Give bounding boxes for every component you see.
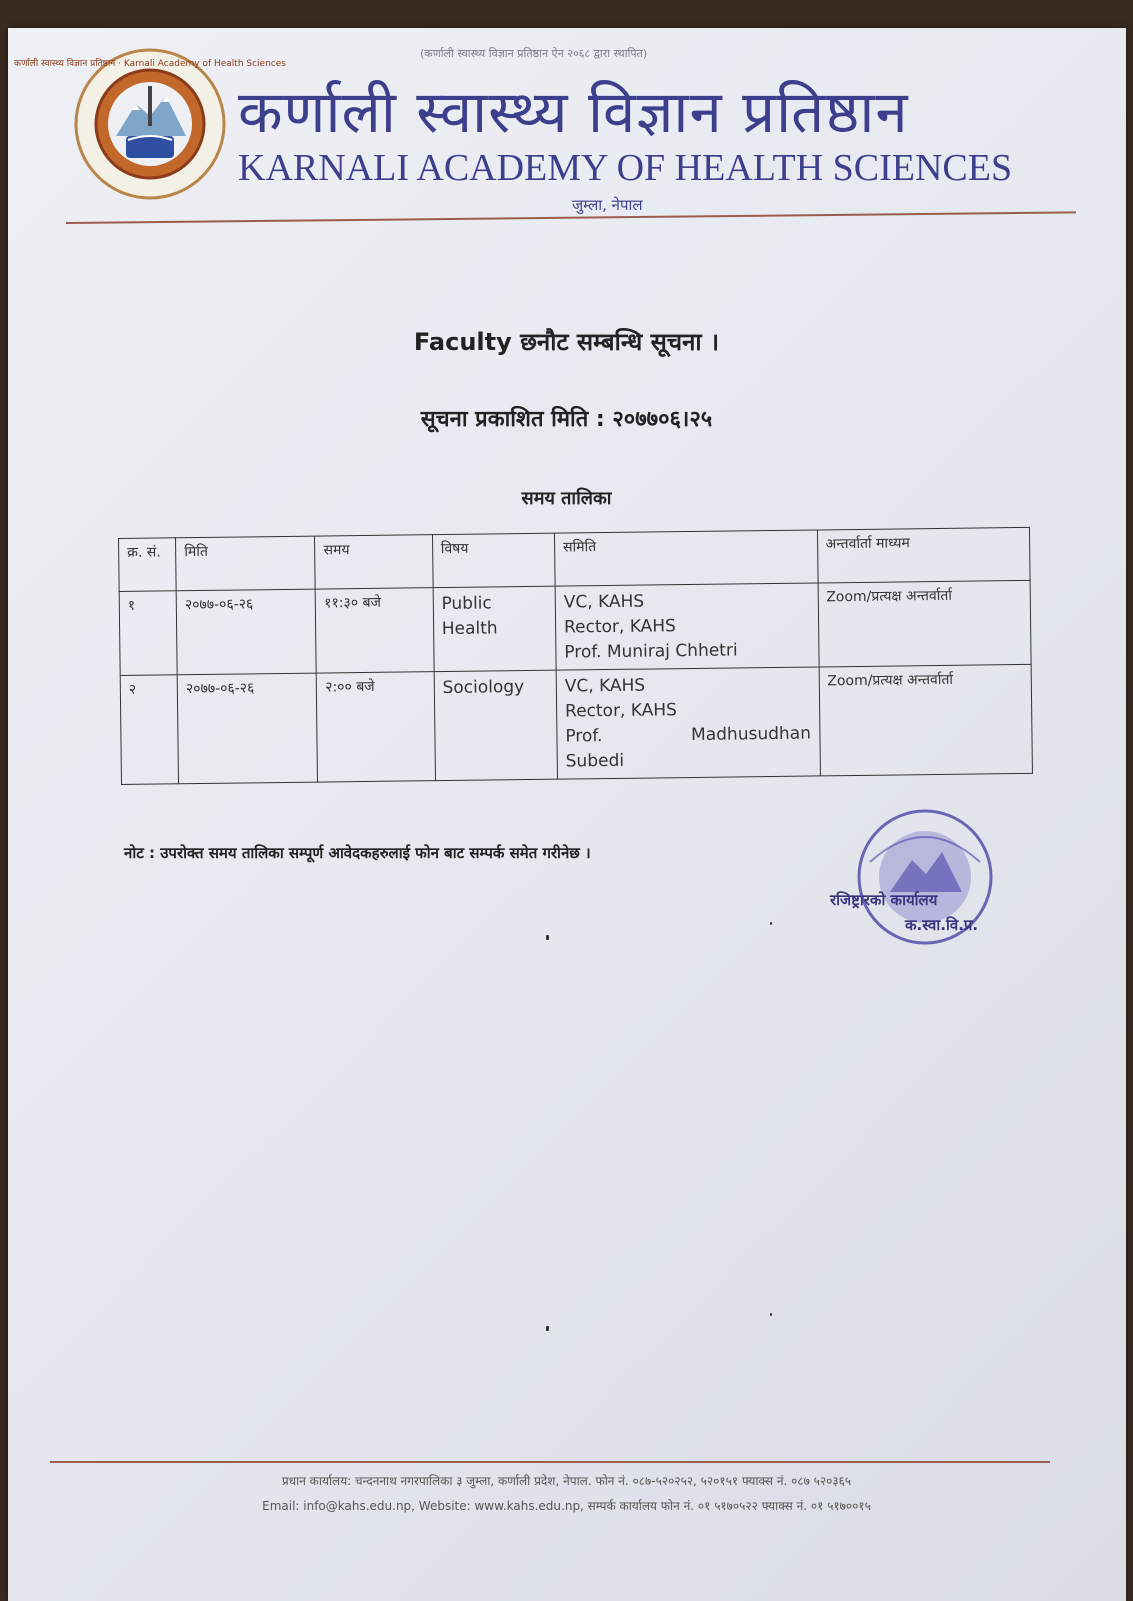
logo-ring-text: कर्णाली स्वास्थ्य विज्ञान प्रतिष्ठान · Karnali Academy of Health Sciences	[14, 59, 286, 69]
committee-member: Subedi	[565, 750, 625, 772]
committee-member	[565, 722, 811, 750]
header-sn: क्र. सं.	[119, 538, 177, 592]
established-note: (कर्णाली स्वास्थ्य विज्ञान प्रतिष्ठान ऐन २०६८ द्वारा स्थापित)	[420, 47, 648, 60]
footer-divider	[50, 1461, 1050, 1463]
cell-mode: Zoom/प्रत्यक्ष अन्तर्वार्ता	[818, 580, 1032, 667]
institution-name-english: KARNALI ACADEMY OF HEALTH SCIENCES	[238, 147, 1013, 189]
header-date: मिति	[176, 536, 316, 591]
header-committee: समिति	[554, 530, 817, 586]
institution-name-nepali: कर्णाली स्वास्थ्य विज्ञान प्रतिष्ठान	[238, 78, 909, 146]
committee-member: VC, KAHS	[563, 591, 645, 613]
header-subject: विषय	[432, 533, 555, 587]
scan-speck	[546, 1326, 549, 1331]
cell-subject	[434, 670, 558, 780]
scan-speck	[770, 1313, 772, 1316]
cell-mode: Zoom/प्रत्यक्ष अन्तर्वार्ता	[819, 664, 1033, 776]
committee-member: Rector, KAHS	[563, 616, 676, 638]
org-abbreviation: क.स्वा.वि.प्र.	[905, 916, 979, 934]
header-mode: अन्तर्वार्ता माध्यम	[817, 527, 1030, 583]
cell-sn: १	[119, 591, 177, 676]
cell-committee	[555, 583, 819, 670]
subject-line: Public	[441, 593, 492, 615]
subject-line: Sociology	[442, 677, 525, 699]
committee-member-title: Prof.	[565, 726, 603, 747]
registrar-office: रजिष्ट्रारको कार्यालय	[830, 891, 938, 909]
scan-speck	[546, 935, 549, 940]
cell-date: २०७७-०६-२६	[177, 673, 318, 784]
cell-sn: २	[120, 675, 178, 785]
subject-line: Health	[441, 618, 498, 640]
table-row	[119, 580, 1031, 675]
notice-title: Faculty छनौट सम्बन्धि सूचना ।	[413, 328, 720, 356]
scan-speck	[770, 922, 772, 925]
cell-date: २०७७-०६-२६	[176, 589, 316, 675]
table-row	[120, 664, 1032, 784]
footer-address: प्रधान कार्यालय: चन्दननाथ नगरपालिका ३ जुम्ला, कर्णाली प्रदेश, नेपाल. फोन नं. ०८७-५२०२५२, ५२०१५१ फ्याक्स नं. ०८७ ५२०३६५	[281, 1474, 852, 1488]
committee-member-name: Madhusudhan	[690, 723, 812, 746]
institution-location: जुम्ला, नेपाल	[572, 196, 643, 214]
kahs-logo	[14, 44, 286, 204]
note-text: नोट : उपरोक्त समय तालिका सम्पूर्ण आवेदकहरुलाई फोन बाट सम्पर्क समेत गरीनेछ ।	[124, 844, 591, 862]
cell-subject	[433, 586, 556, 671]
committee-member: Rector, KAHS	[564, 700, 677, 722]
cell-time: ११:३० बजे	[316, 588, 434, 673]
header-time: समय	[315, 535, 433, 589]
cell-time: २:०० बजे	[317, 672, 436, 782]
committee-member: VC, KAHS	[564, 675, 646, 697]
schedule-heading: समय तालिका	[521, 488, 612, 509]
committee-member: Prof. Muniraj Chhetri	[564, 640, 738, 663]
cell-committee	[556, 667, 820, 779]
notice-published-date: सूचना प्रकाशित मिति : २०७७०६।२५	[420, 407, 713, 432]
footer-contact: Email: info@kahs.edu.np, Website: www.kahs.edu.np, सम्पर्क कार्यालय फोन नं. ०१ ५१७०५२२ फ्याक्स नं. ०१ ५१७००१५	[262, 1499, 871, 1513]
schedule-table	[118, 527, 1033, 785]
